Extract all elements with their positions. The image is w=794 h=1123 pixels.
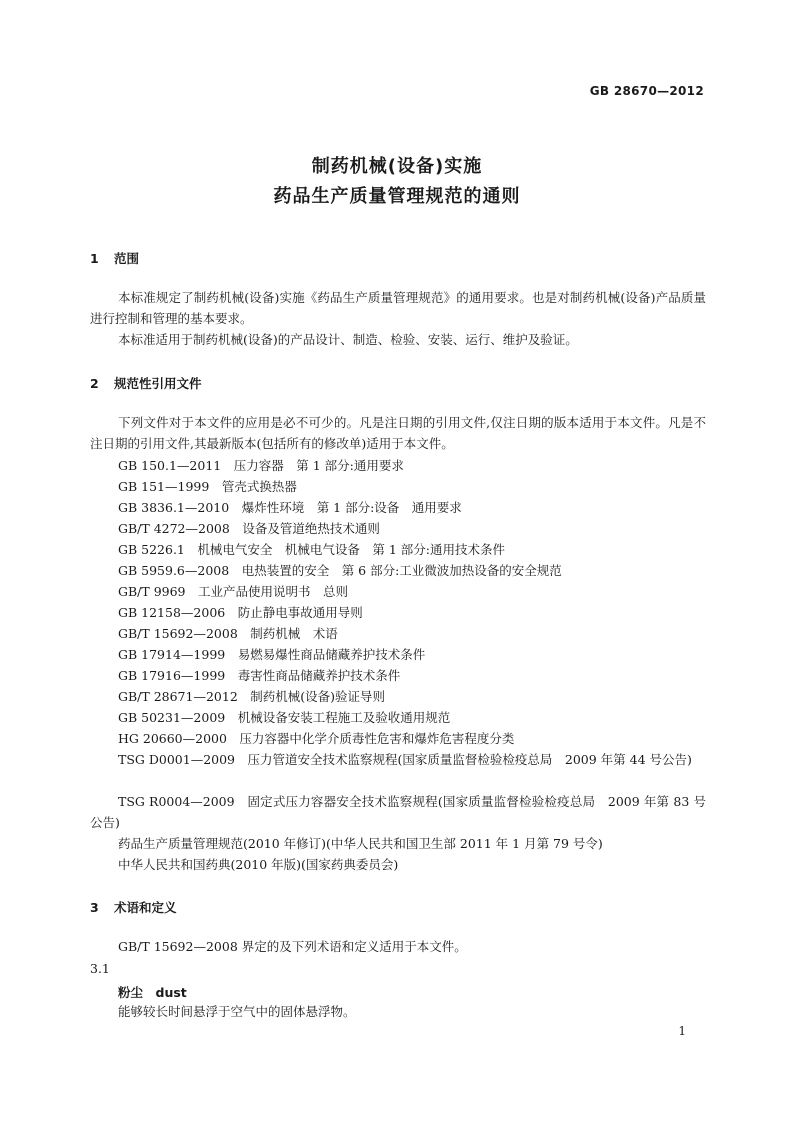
section-title: 术语和定义 (114, 900, 177, 915)
reference-item: GB 150.1—2011 压力容器 第 1 部分:通用要求 (118, 458, 404, 473)
section-3-heading (90, 898, 177, 916)
section-number: 1 (90, 251, 99, 266)
section-2-heading (90, 374, 202, 392)
term-definition: 能够较长时间悬浮于空气中的固体悬浮物。 (118, 1004, 356, 1019)
reference-item: GB 50231—2009 机械设备安装工程施工及验收通用规范 (118, 710, 451, 725)
reference-item-tsg-d0001: TSG D0001—2009 压力管道安全技术监察规程(国家质量监督检验检疫总局 2009 年第 44 号公告) (118, 752, 692, 767)
reference-item: GB 12158—2006 防止静电事故通用导则 (118, 605, 363, 620)
reference-item: GB 5226.1 机械电气安全 机械电气设备 第 1 部分:通用技术条件 (118, 542, 505, 557)
section-3-intro: GB/T 15692—2008 界定的及下列术语和定义适用于本文件。 (118, 939, 467, 954)
document-title-line1: 制药机械(设备)实施 (311, 156, 483, 177)
reference-item: GB/T 4272—2008 设备及管道绝热技术通则 (118, 521, 380, 536)
term-number: 3.1 (90, 961, 110, 976)
reference-item: HG 20660—2000 压力容器中化学介质毒性危害和爆炸危害程度分类 (118, 731, 515, 746)
section-1-paragraph-1: 本标准规定了制药机械(设备)实施《药品生产质量管理规范》的通用要求。也是对制药机械(设备)产品质量进行控制和管理的基本要求。 (90, 290, 706, 326)
reference-item: GB/T 9969 工业产品使用说明书 总则 (118, 584, 349, 599)
section-2-intro: 下列文件对于本文件的应用是必不可少的。凡是注日期的引用文件,仅注日期的版本适用于本文件。凡是不注日期的引用文件,其最新版本(包括所有的修改单)适用于本文件。 (90, 415, 706, 451)
reference-item: GB 3836.1—2010 爆炸性环境 第 1 部分:设备 通用要求 (118, 500, 462, 515)
section-title: 规范性引用文件 (114, 376, 202, 391)
page-number: 1 (678, 1024, 686, 1038)
reference-item: GB 5959.6—2008 电热装置的安全 第 6 部分:工业微波加热设备的安全规范 (118, 563, 562, 578)
document-title-line2: 药品生产质量管理规范的通则 (273, 186, 521, 207)
reference-item: GB 17914—1999 易燃易爆性商品储藏养护技术条件 (118, 647, 426, 662)
reference-item-gmp: 药品生产质量管理规范(2010 年修订)(中华人民共和国卫生部 2011 年 1 月第 79 号令) (118, 836, 603, 851)
section-title: 范围 (114, 251, 140, 266)
reference-item: GB/T 28671—2012 制药机械(设备)验证导则 (118, 689, 386, 704)
reference-item: GB 151—1999 管壳式换热器 (118, 479, 297, 494)
section-number: 2 (90, 376, 99, 391)
reference-item-pharmacopoeia: 中华人民共和国药典(2010 年版)(国家药典委员会) (118, 857, 399, 872)
reference-item-tsg-r0004: TSG R0004—2009 固定式压力容器安全技术监察规程(国家质量监督检验检疫总局 2009 年第 83 号公告) (90, 794, 706, 830)
reference-item: GB 17916—1999 毒害性商品储藏养护技术条件 (118, 668, 401, 683)
term-name: 粉尘 dust (118, 985, 187, 1000)
section-number: 3 (90, 900, 99, 915)
reference-item: GB/T 15692—2008 制药机械 术语 (118, 626, 338, 641)
standard-number: GB 28670—2012 (589, 84, 704, 98)
section-1-heading (90, 249, 139, 267)
section-1-paragraph-2: 本标准适用于制药机械(设备)的产品设计、制造、检验、安装、运行、维护及验证。 (118, 332, 578, 347)
